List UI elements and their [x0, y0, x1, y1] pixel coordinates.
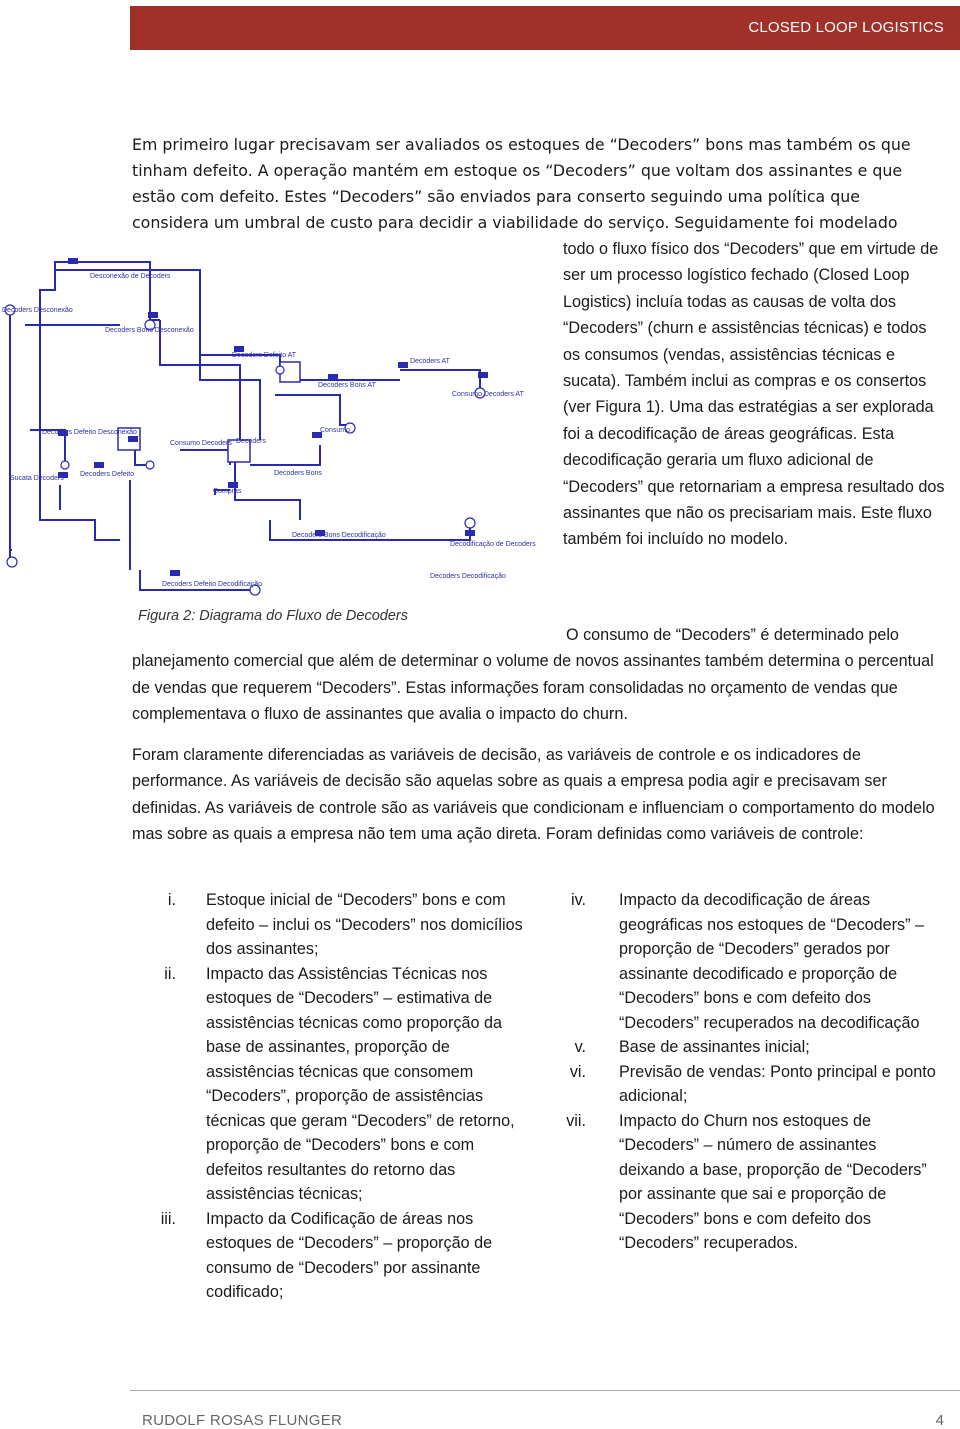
label-decoders-defeito-decodificacao: Decoders Defeito Decodificação: [162, 581, 262, 588]
list-item-number: vi.: [569, 1062, 586, 1081]
list-item: [540, 888, 950, 1035]
list-item-text: Base de assinantes inicial;: [619, 1038, 810, 1056]
list-item-text: Impacto da decodificação de áreas geográficas nos estoques de “Decoders” – proporção de “Decoders” gerados por assinante decodificado e proporção de “Decoders” bons e com defeito dos “Decoders” recuperados na decodificação: [619, 891, 925, 1032]
footer-author: RUDOLF ROSAS FLUNGER: [142, 1412, 343, 1429]
label-decoders-defeito: Decoders Defeito: [80, 471, 135, 478]
list-item-text: Impacto das Assistências Técnicas nos estoques de “Decoders” – estimativa de assistências técnicas como proporção da base de assinantes, proporção de assistências técnicas que consomem “Decoders”, proporção de assistências técnicas que geram “Decoders” de retorno, proporção de “Decoders” bons e com defeitos resultantes do retorno das assistências técnicas;: [206, 964, 515, 1203]
control-variables-list-right: [540, 888, 950, 1256]
list-item: [132, 888, 532, 962]
list-item-number: iii.: [160, 1209, 176, 1228]
paragraph-consumo-rest: planejamento comercial que além de determinar o volume de novos assinantes também determina o percentual de vendas que requerem “Decoders”. Estas informações foram consolidadas no orçamento de vendas que complementava o fluxo de assinantes que avalia o impacto do churn.: [132, 652, 934, 724]
footer-divider: [130, 1390, 960, 1391]
label-decoders-bons-at: Decoders Bons AT: [318, 382, 376, 389]
label-consumo-decoders: Consumo Decoders: [170, 440, 232, 447]
list-item: [540, 1035, 950, 1060]
list-item: [540, 1060, 950, 1109]
label-sucata-decoders: Sucata Decoders: [10, 475, 64, 482]
list-item-number: vii.: [566, 1111, 586, 1130]
paragraph-intro: Em primeiro lugar precisavam ser avaliados os estoques de “Decoders” bons mas também os que tinham defeito. A operação mantém em estoque os “Decoders” que voltam dos assinantes e que estão com defeito. Estes “Decoders” são enviados para conserto seguindo uma política que considera um umbral de custo para decidir a viabilidade do serviço. Seguidamente foi modelado: [132, 135, 911, 232]
list-item-number: v.: [574, 1038, 586, 1056]
list-item-text: Previsão de vendas: Ponto principal e ponto adicional;: [619, 1062, 936, 1105]
paragraph-intro-continued: todo o fluxo físico dos “Decoders” que em virtude de ser um processo logístico fechado (Closed Loop Logistics) incluía todas as causas de volta dos “Decoders” (churn e assistências técnicas) e todos os consumos (vendas, assistências técnicas e sucata). Também inclui as compras e os consertos (ver Figura 1). Uma das estratégias a ser explorada foi a decodificação de áreas geográficas. Esta decodificação geraria um fluxo adicional de “Decoders” que retornariam a empresa resultado dos assinantes que não os precisariam mais. Este fluxo também foi incluído no modelo.: [563, 240, 945, 549]
header-title: CLOSED LOOP LOGISTICS: [748, 19, 944, 36]
label-compras: Compras: [213, 488, 242, 495]
paragraph-variaveis: Foram claramente diferenciadas as variáveis de decisão, as variáveis de controle e os indicadores de performance. As variáveis de decisão são aquelas sobre as quais a empresa podia agir e precisavam ser definidas. As variáveis de controle são as variáveis que condicionam e influenciam o comportamento do modelo mas sobre as quais a empresa não tem uma ação direta. Foram definidas como variáveis de controle:: [132, 746, 935, 844]
paragraph-consumo: [132, 622, 952, 728]
label-decoders: Decoders: [236, 438, 266, 445]
paragraph-consumo-lead: O consumo de “Decoders” é determinado pelo: [566, 626, 899, 644]
flow-diagram: [0, 250, 550, 610]
label-decoders-at: Decoders AT: [410, 358, 450, 365]
label-decodificacao-de-decoders: Decodificação de Decoders: [450, 541, 536, 548]
list-item-number: i.: [167, 891, 176, 909]
list-item-text: Impacto da Codificação de áreas nos estoques de “Decoders” – proporção de consumo de “Decoders” por assinante codificado;: [206, 1209, 493, 1301]
list-item-number: ii.: [164, 964, 176, 983]
label-decoders-decodificacao: Decoders Decodificação: [430, 573, 506, 580]
label-decoders-desconexao: Decoders Desconexão: [2, 307, 73, 314]
control-variables-list-left: [132, 888, 532, 1305]
list-item-number: iv.: [571, 891, 586, 909]
figure-caption: Figura 2: Diagrama do Fluxo de Decoders: [138, 608, 408, 624]
label-consumo-decoders-at: Consumo Decoders AT: [452, 391, 524, 398]
header-bar: [130, 6, 960, 50]
list-item: [540, 1109, 950, 1256]
list-item: [132, 1207, 532, 1305]
label-desconexao-decoders: Desconexão de Decoders: [90, 273, 171, 280]
label-decoders-defeito-desconexao: Decoders Defeito Desconexão: [42, 429, 137, 436]
label-decoders-defeito-at: Decoders Defeito AT: [232, 352, 297, 359]
label-consumo: Consumo: [320, 427, 350, 434]
list-item-text: Estoque inicial de “Decoders” bons e com defeito – inclui os “Decoders” nos domicílios dos assinantes;: [206, 891, 523, 958]
label-decoders-bons-decodificacao: Decoders Bons Decodificação: [292, 532, 386, 539]
label-decoders-bons-desconexao: Decoders Bons Desconexão: [105, 327, 194, 334]
page-number: 4: [935, 1412, 944, 1429]
list-item: [132, 962, 532, 1207]
list-item-text: Impacto do Churn nos estoques de “Decoders” – número de assinantes deixando a base, proporção de “Decoders” por assinante que sai e proporção de “Decoders” bons e com defeito dos “Decoders” recuperados.: [619, 1111, 927, 1252]
label-decoders-bons: Decoders Bons: [274, 470, 322, 477]
